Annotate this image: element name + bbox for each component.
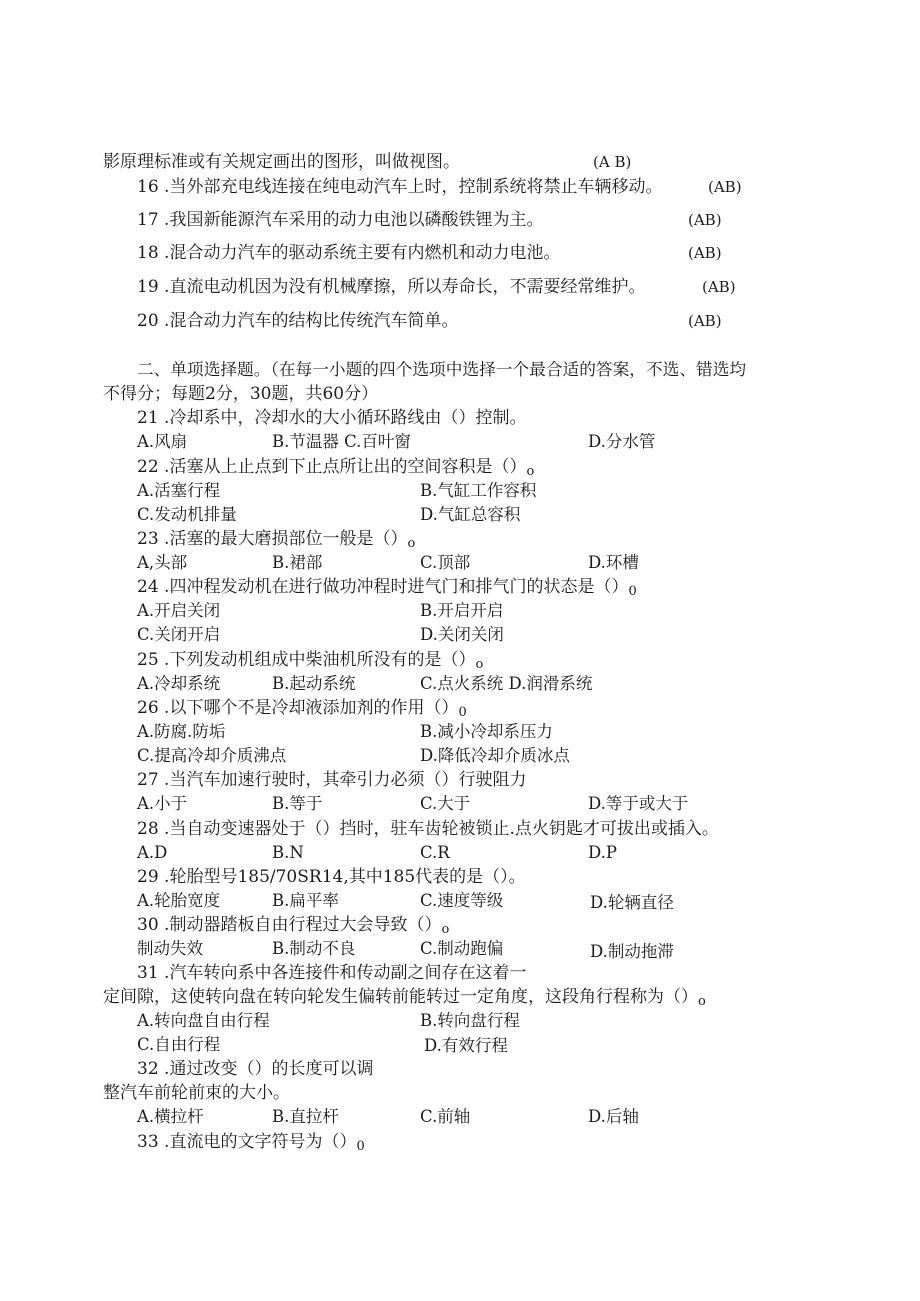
- q20-text: .混合动力汽车的结构比传统汽车简单。: [164, 311, 459, 331]
- q24-option-a: A.开启关闭: [137, 601, 221, 620]
- q22-stem: 22 .活塞从上止点到下止点所让出的空间容积是（）: [137, 457, 527, 477]
- q31-stem-line2: 定间隙，这使转向盘在转向轮发生偏转前能转过一定角度，这段角行程称为（）: [103, 987, 698, 1007]
- q22-stem-line: [137, 456, 534, 483]
- q21-option-a: A.风扇: [137, 432, 188, 451]
- q24-stem-tail: 0: [628, 584, 637, 599]
- q26-stem: 26 .以下哪个不是冷却液添加剂的作用（）: [137, 698, 459, 718]
- q18-answer: (AB): [688, 244, 722, 262]
- q25-stem-tail: o: [475, 657, 484, 672]
- q31-option-d: D.有效行程: [424, 1036, 508, 1055]
- q30-stem-tail: o: [441, 922, 450, 937]
- q28-option-a: A.D: [137, 843, 168, 862]
- q28-stem: 28 .当自动变速器处于（）挡时，驻车齿轮被锁止.点火钥匙才可拔出或插入。: [137, 819, 719, 839]
- q33-stem-tail: 0: [356, 1139, 365, 1154]
- q29-option-c: C.速度等级: [420, 891, 504, 910]
- q25-stem: 25 .下列发动机组成中柴油机所没有的是（）: [137, 650, 476, 670]
- q30-option-c: C.制动跑偏: [420, 939, 504, 958]
- q29-stem: 29 .轮胎型号185/70SR14,其中185代表的是（）。: [137, 867, 526, 887]
- q31-stem-tail: o: [698, 994, 706, 1009]
- q30-option-b: B.制动不良: [272, 939, 356, 958]
- q16-text: .当外部充电线连接在纯电动汽车上时，控制系统将禁止车辆移动。: [164, 177, 663, 197]
- q32-option-c: C.前轴: [420, 1107, 471, 1126]
- q17-item: [137, 209, 543, 231]
- q18-num: 18: [137, 243, 159, 263]
- q17-text: .我国新能源汽车采用的动力电池以磷酸铁锂为主。: [164, 210, 544, 230]
- q18-text: .混合动力汽车的驱动系统主要有内燃机和动力电池。: [164, 243, 561, 263]
- q30-option-d: D.制动拖滞: [590, 942, 674, 961]
- q22-option-b: B.气缸工作容积: [420, 481, 537, 500]
- q23-option-d: D.环槽: [588, 553, 639, 572]
- q33-stem: 33 .直流电的文字符号为（）: [137, 1132, 357, 1152]
- q33-stem-line: [137, 1131, 365, 1158]
- q28-option-d: D.P: [588, 843, 617, 862]
- section2-heading-line2: 不得分；每题2分，30题，共60分）: [103, 384, 379, 404]
- q26-option-c: C.提高冷却介质沸点: [137, 746, 287, 765]
- q21-option-b: B.节温器 C.百叶窗: [272, 432, 411, 451]
- q20-item: [137, 310, 458, 332]
- q21-option-d: D.分水管: [588, 432, 656, 451]
- q17-answer: (AB): [688, 211, 722, 229]
- q22-stem-tail: o: [526, 464, 535, 479]
- q22-option-c: C.发动机排量: [137, 505, 237, 524]
- q19-num: 19: [137, 277, 159, 297]
- q27-option-c: C.大于: [420, 794, 471, 813]
- q25-option-c: C.点火系统 D.润滑系统: [420, 674, 593, 693]
- q16-num: 16: [137, 177, 159, 197]
- q23-stem-line: [137, 528, 415, 555]
- q18-item: [137, 242, 560, 264]
- q26-stem-line: [137, 697, 467, 724]
- q28-option-b: B.N: [272, 843, 304, 862]
- q23-stem: 23 .活塞的最大磨损部位一般是（）: [137, 529, 408, 549]
- q23-option-b: B.裙部: [272, 553, 323, 572]
- q22-option-d: D.气缸总容积: [420, 505, 521, 524]
- q27-option-d: D.等于或大于: [588, 794, 689, 813]
- q25-option-a: A.冷却系统: [137, 674, 221, 693]
- q27-option-b: B.等于: [272, 794, 323, 813]
- section2-heading-line1: 二、单项选择题。（在每一小题的四个选项中选择一个最合适的答案，不选、错选均: [137, 359, 747, 379]
- q16-item: [137, 176, 662, 198]
- q23-option-c: C.顶部: [420, 553, 471, 572]
- q30-option-a: 制动失效: [137, 939, 203, 958]
- q32-option-d: D.后轴: [588, 1107, 639, 1126]
- q26-option-a: A.防腐.防垢: [137, 722, 226, 741]
- q27-stem: 27 .当汽车加速行驶时，其牵引力必须（）行驶阻力: [137, 770, 527, 790]
- q15-answer: (A B): [593, 153, 632, 171]
- q24-option-d: D.关闭关闭: [420, 625, 504, 644]
- q26-option-b: B.减小冷却系压力: [420, 722, 553, 741]
- q23-option-a: A,头部: [137, 553, 188, 572]
- q31-option-b: B.转向盘行程: [420, 1011, 520, 1030]
- q23-stem-tail: o: [407, 536, 416, 551]
- q24-option-b: B.开启开启: [420, 601, 504, 620]
- q15-tail-text: 影原理标准或有关规定画出的图形，叫做视图。: [103, 152, 460, 172]
- q20-num: 20: [137, 311, 159, 331]
- q29-option-b: B.扁平率: [272, 891, 339, 910]
- q26-option-d: D.降低冷却介质冰点: [420, 746, 570, 765]
- q19-text: .直流电动机因为没有机械摩擦，所以寿命长，不需要经常维护。: [164, 277, 646, 297]
- q22-option-a: A.活塞行程: [137, 481, 221, 500]
- q20-answer: (AB): [688, 312, 722, 330]
- q32-option-a: A.横拉杆: [137, 1107, 204, 1126]
- q24-stem: 24 .四冲程发动机在进行做功冲程时进气门和排气门的状态是（）: [137, 577, 629, 597]
- q19-answer: (AB): [702, 278, 736, 296]
- q25-stem-line: [137, 649, 483, 676]
- q32-stem-line1: 32 .通过改变（）的长度可以调: [137, 1059, 374, 1079]
- q16-answer: (AB): [708, 178, 742, 196]
- q24-option-c: C.关闭开启: [137, 625, 221, 644]
- q26-stem-tail: 0: [458, 705, 467, 720]
- q29-option-d: D.轮辆直径: [590, 893, 674, 912]
- q21-stem: 21 .冷却系中，冷却水的大小循环路线由（）控制。: [137, 408, 527, 428]
- q32-stem-line2: 整汽车前轮前束的大小。: [103, 1083, 290, 1103]
- q31-option-a: A.转向盘自由行程: [137, 1011, 270, 1030]
- q24-stem-line: [137, 576, 637, 603]
- q31-stem-line2-wrap: [103, 986, 706, 1013]
- q30-stem: 30 .制动器踏板自由行程过大会导致（）: [137, 915, 442, 935]
- q31-stem-line1: 31 .汽车转向系中各连接件和传动副之间存在这着一: [137, 963, 527, 983]
- q29-option-a: A.轮胎宽度: [137, 891, 221, 910]
- q32-option-b: B.直拉杆: [272, 1107, 339, 1126]
- q30-stem-line: [137, 914, 449, 941]
- q31-option-c: C.自由行程: [137, 1035, 221, 1054]
- q28-option-c: C.R: [420, 843, 450, 862]
- q17-num: 17: [137, 210, 159, 230]
- q19-item: [137, 276, 645, 298]
- q27-option-a: A.小于: [137, 794, 188, 813]
- q25-option-b: B.起动系统: [272, 674, 356, 693]
